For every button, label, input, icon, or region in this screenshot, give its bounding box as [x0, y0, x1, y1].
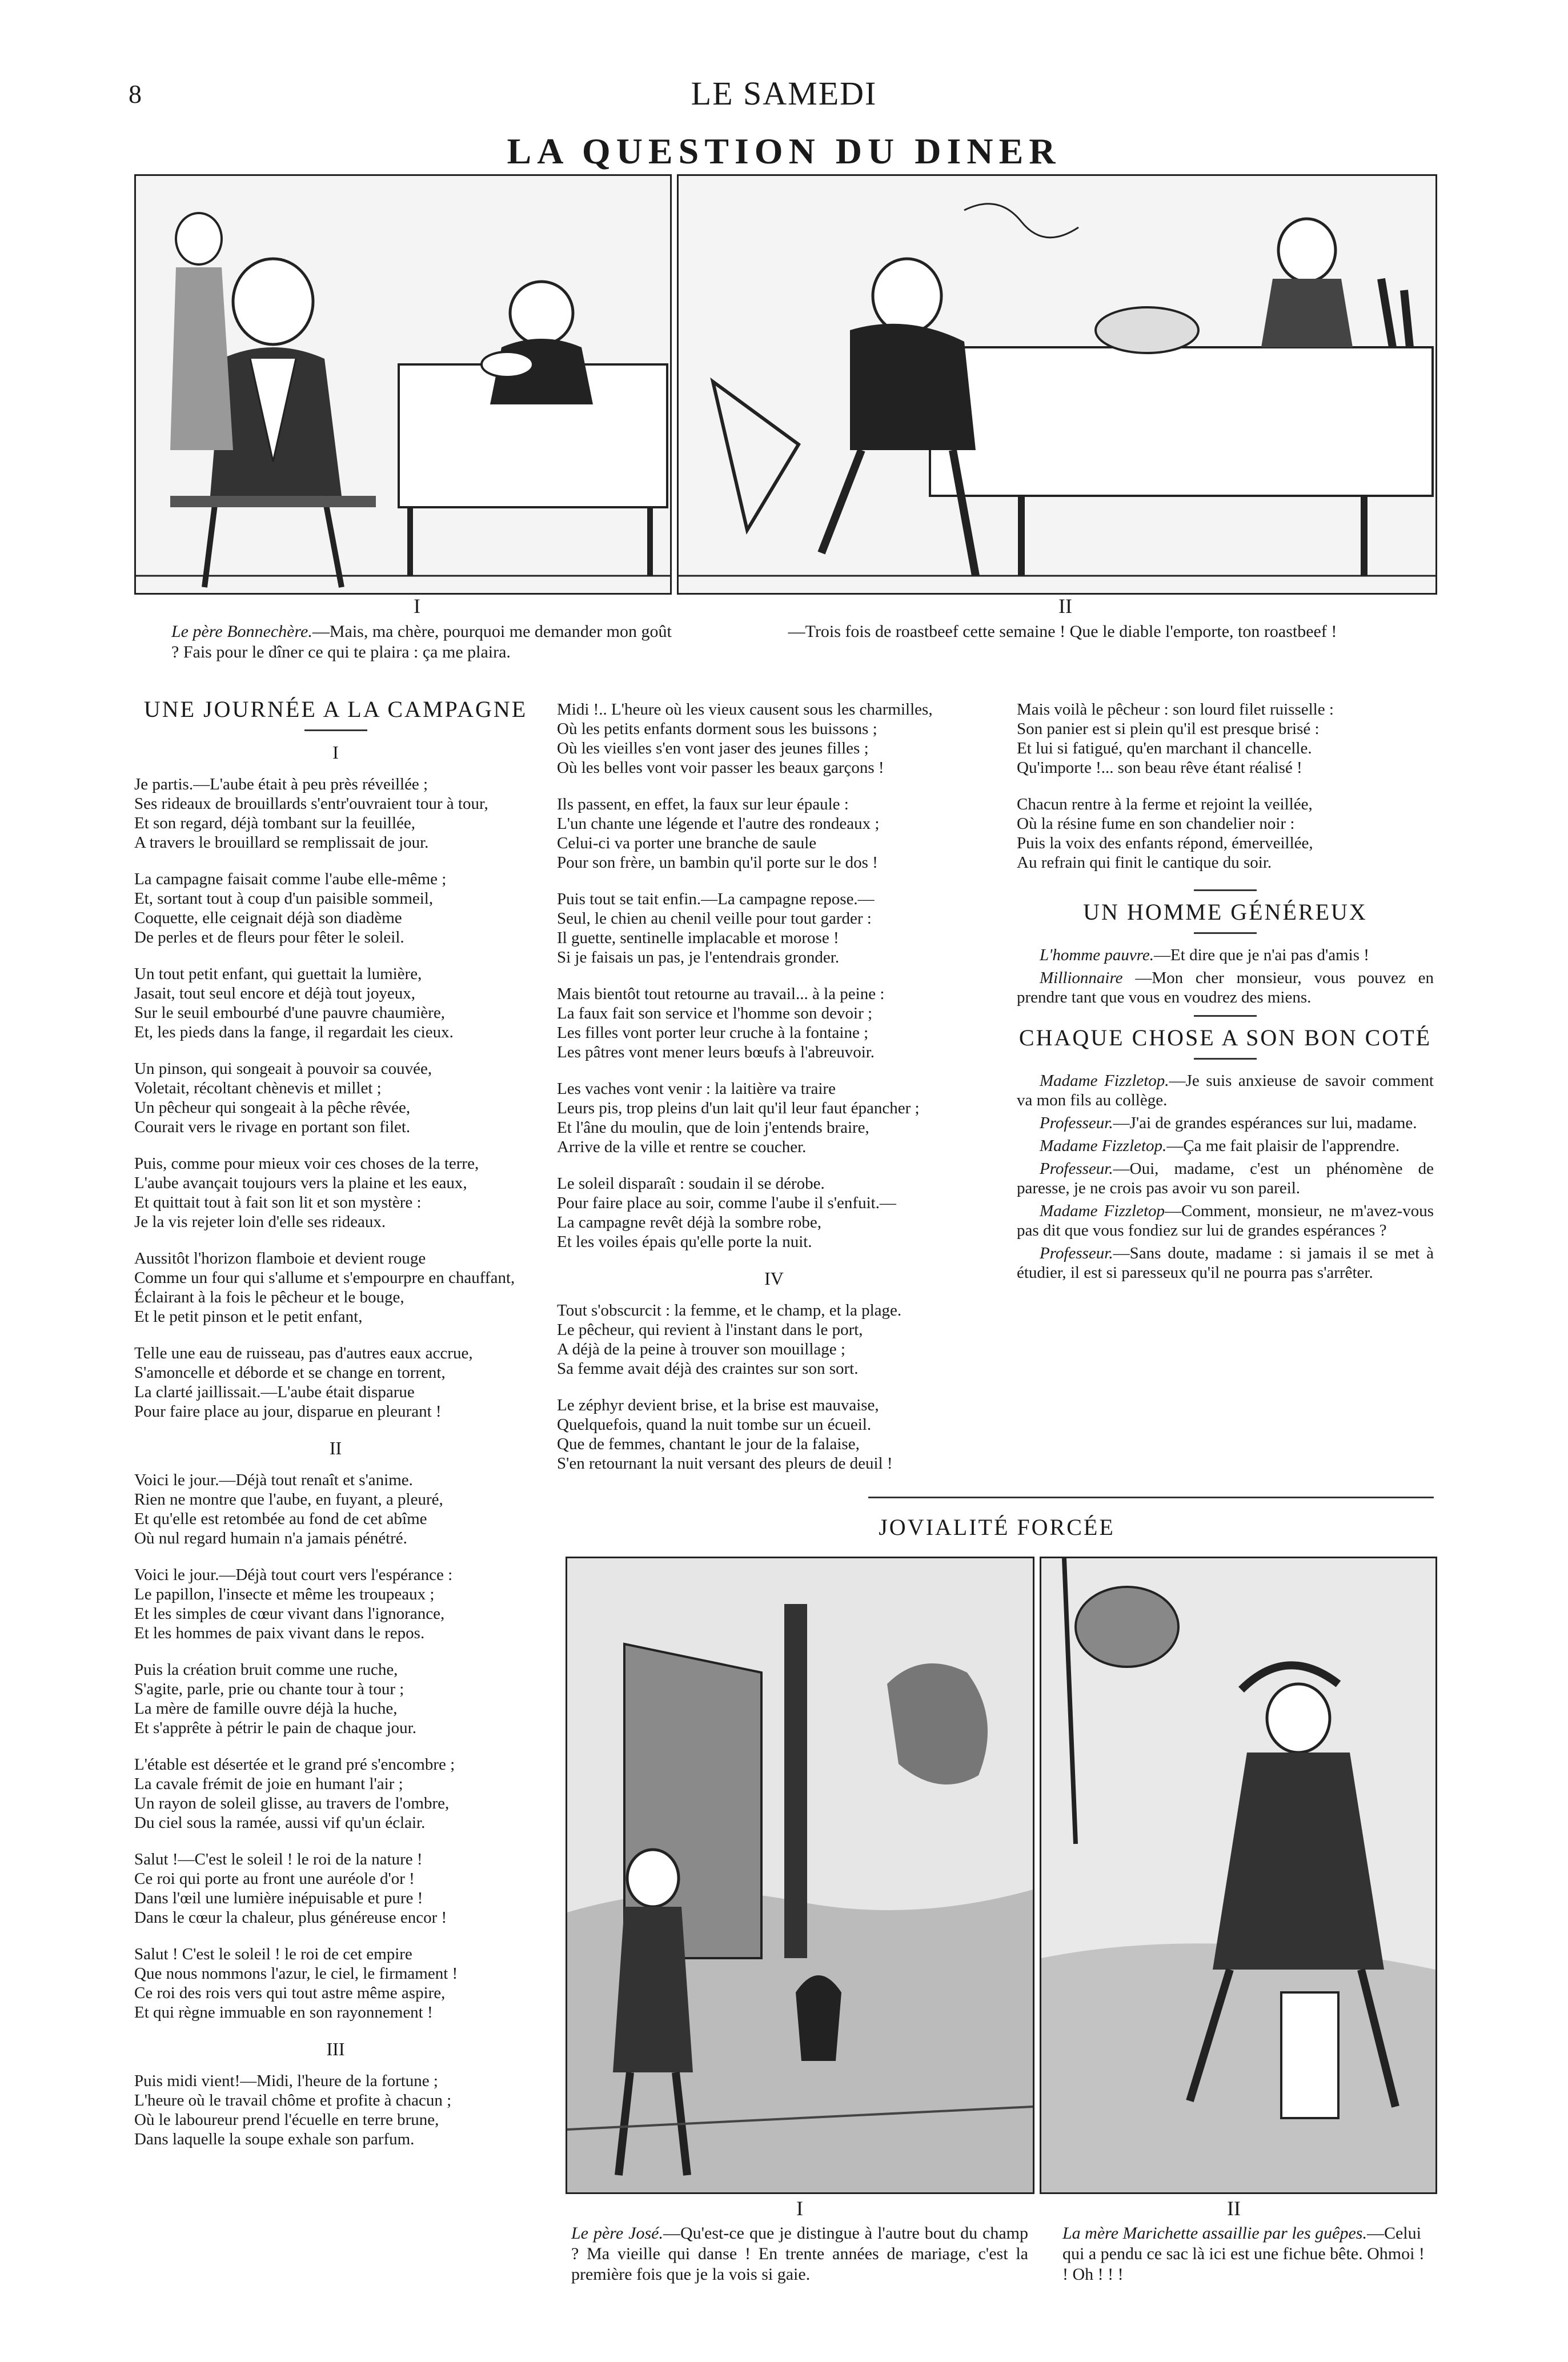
poem-line: L'étable est désertée et le grand pré s'encombre ;: [134, 1755, 455, 1774]
comic-title: LA QUESTION DU DINER: [507, 131, 1061, 171]
poem-column-2: [557, 700, 991, 1490]
dialogue-paragraph: [1017, 968, 1434, 1007]
poem-line: A travers le brouillard se remplissait de jour.: [134, 833, 429, 852]
poem-line: Où les belles vont voir passer les beaux garçons !: [557, 759, 884, 777]
poem-line: Salut ! C'est le soleil ! le roi de cet empire: [134, 1945, 412, 1963]
poem-line: La clarté jaillissait.—L'aube était disparue: [134, 1383, 415, 1401]
poem-stanza: [134, 1470, 537, 1548]
poem-line: Et les voiles épais qu'elle porte la nuit.: [557, 1233, 812, 1251]
poem-line: Où les vieilles s'en vont jaser des jeunes filles ;: [557, 739, 869, 757]
jovialite-panel-1-illustration: [566, 1557, 1034, 2194]
dialogue-speaker: Millionnaire: [1040, 969, 1123, 987]
poem-line: Il guette, sentinelle implacable et morose !: [557, 929, 839, 947]
jovialite-panel-1-caption: [571, 2223, 1028, 2285]
poem-stanza: [134, 1850, 537, 1927]
poem-line: Voici le jour.—Déjà tout court vers l'espérance :: [134, 1566, 453, 1584]
poem-line: L'aube avançait toujours vers la plaine et les eaux,: [134, 1174, 467, 1192]
poem-stanza: [557, 1079, 991, 1157]
poem-line: Le zéphyr devient brise, et la brise est mauvaise,: [557, 1396, 879, 1414]
poem-part-numeral: IV: [764, 1268, 784, 1289]
poem-stanza: [557, 700, 991, 777]
poem-line: Dans laquelle la soupe exhale son parfum.: [134, 2130, 415, 2148]
poem-stanza: [134, 964, 537, 1042]
poem-line: Et, les pieds dans la fange, il regardait les cieux.: [134, 1023, 454, 1041]
poem-line: La campagne faisait comme l'aube elle-même ;: [134, 870, 447, 888]
jovialite-title: JOVIALITÉ FORCÉE: [879, 1514, 1115, 1540]
jovialite-panel-2-illustration: [1040, 1557, 1437, 2194]
poem-line: Et, sortant tout à coup d'un paisible sommeil,: [134, 889, 434, 908]
poem-line: Dans le cœur la chaleur, plus généreuse encor !: [134, 1908, 447, 1927]
poem-stanzas-part-3-continued: [557, 700, 991, 1252]
poem-stanza: [134, 2071, 537, 2149]
poem-line: Midi !.. L'heure où les vieux causent sous les charmilles,: [557, 700, 933, 719]
poem-stanza: [557, 1174, 991, 1252]
poem-line: Je la vis rejeter loin d'elle ses rideaux.: [134, 1213, 386, 1231]
dialogue-paragraph: [1017, 1071, 1434, 1110]
poem-line: Les filles vont porter leur cruche à la fontaine ;: [557, 1024, 869, 1042]
poem-line: Où nul regard humain n'a jamais pénétré.: [134, 1529, 407, 1547]
poem-stanza: [134, 1344, 537, 1421]
dialogue-paragraph: [1017, 1201, 1434, 1240]
text-column-3: [1017, 700, 1434, 1286]
poem-line: Un rayon de soleil glisse, au travers de l'ombre,: [134, 1794, 450, 1812]
jovialite-panel-2-caption-text: —Celui qui a pendu ce sac là ici est une fichue bête. Ohmoi ! ! Oh ! ! !: [1062, 2224, 1425, 2284]
poem-line: Son panier est si plein qu'il est presque brisé :: [1017, 720, 1320, 738]
dialogue-speaker: Madame Fizzletop.: [1040, 1137, 1167, 1155]
poem-line: Et lui si fatigué, qu'en marchant il chancelle.: [1017, 739, 1312, 757]
poem-stanzas-part-4: [557, 1301, 991, 1473]
poem-line: Où les petits enfants dorment sous les buissons ;: [557, 720, 877, 738]
publication-name: LE SAMEDI: [691, 75, 877, 112]
poem-line: Leurs pis, trop pleins d'un lait qu'il leur faut épancher ;: [557, 1099, 920, 1117]
poem-part-numeral: II: [329, 1438, 342, 1458]
poem-line: Voletait, récoltant chènevis et millet ;: [134, 1079, 382, 1097]
poem-line: Chacun rentre à la ferme et rejoint la veillée,: [1017, 795, 1313, 813]
comic-panel-2-numeral: II: [1058, 595, 1072, 617]
poem-line: Puis la création bruit comme une ruche,: [134, 1661, 398, 1679]
title-divider: [304, 729, 367, 731]
comic-panel-1-numeral: I: [414, 595, 420, 617]
dialogue-speaker: Professeur.: [1040, 1160, 1113, 1178]
poem-stanzas-part-2: [134, 1470, 537, 2022]
poem-line: Et son regard, déjà tombant sur la feuillée,: [134, 814, 416, 832]
jovialite-panel-1-speaker: Le père José.: [571, 2224, 663, 2243]
jovialite-panel-1-numeral: I: [796, 2197, 803, 2220]
dialogue-text: —Oui, madame, c'est un phénomène de paresse, je ne crois pas avoir vu son pareil.: [1017, 1160, 1434, 1197]
dialogue-paragraph: [1017, 1136, 1434, 1156]
dialogue-text: —J'ai de grandes espérances sur lui, madame.: [1113, 1114, 1417, 1132]
poem-line: Puis midi vient!—Midi, l'heure de la fortune ;: [134, 2072, 438, 2090]
dialogue-text: —Et dire que je n'ai pas d'amis !: [1154, 946, 1369, 964]
dialogue-text: —Ça me fait plaisir de l'apprendre.: [1166, 1137, 1400, 1155]
section-divider: [1194, 1015, 1257, 1017]
poem-stanza: [134, 1154, 537, 1232]
poem-line: Les vaches vont venir : la laitière va traire: [557, 1080, 836, 1098]
poem-stanza: [134, 1755, 537, 1832]
poem-line: Au refrain qui finit le cantique du soir.: [1017, 853, 1272, 872]
dialogue-speaker: Madame Fizzletop: [1040, 1202, 1165, 1220]
dialogue-paragraph: [1017, 945, 1434, 965]
poem-part-numeral: I: [332, 742, 339, 763]
poem-stanza: [134, 1565, 537, 1643]
poem-line: Mais bientôt tout retourne au travail... à la peine :: [557, 985, 885, 1003]
poem-line: Un tout petit enfant, qui guettait la lumière,: [134, 965, 422, 983]
poem-line: Et qui règne immuable en son rayonnement !: [134, 2003, 433, 2022]
poem-line: S'en retournant la nuit versant des pleurs de deuil !: [557, 1454, 893, 1473]
poem-line: La faux fait son service et l'homme son devoir ;: [557, 1004, 873, 1022]
poem-stanza: [134, 775, 537, 852]
poem-line: Et les hommes de paix vivant dans le repos.: [134, 1624, 425, 1642]
poem-line: Sur le seuil embourbé d'une pauvre chaumière,: [134, 1004, 445, 1022]
poem-line: Pour faire place au jour, disparue en pleurant !: [134, 1402, 442, 1421]
poem-stanzas-part-4-continued: [1017, 700, 1434, 872]
poem-line: L'un chante une légende et l'autre des rondeaux ;: [557, 815, 880, 833]
poem-line: A déjà de la peine à trouver son mouillage ;: [557, 1340, 845, 1358]
dialogue-paragraph: [1017, 1159, 1434, 1198]
comic-panel-2-illustration: [677, 174, 1437, 595]
poem-line: Comme un four qui s'allume et s'empourpre en chauffant,: [134, 1269, 515, 1287]
poem-line: Et le petit pinson et le petit enfant,: [134, 1308, 363, 1326]
poem-line: Ce roi qui porte au front une auréole d'or !: [134, 1870, 415, 1888]
poem-line: Jasait, tout seul encore et déjà tout joyeux,: [134, 984, 416, 1002]
comic-panel-1-caption: [171, 621, 674, 663]
comic-panel-1-illustration: [134, 174, 672, 595]
poem-line: Courait vers le rivage en portant son filet.: [134, 1118, 411, 1136]
poem-line: Et s'apprête à pétrir le pain de chaque jour.: [134, 1719, 416, 1737]
comic-panel-2-caption: —Trois fois de roastbeef cette semaine ! Que le diable l'emporte, ton roastbeef !: [788, 622, 1337, 641]
poem-line: La campagne revêt déjà la sombre robe,: [557, 1213, 821, 1232]
poem-line: Rien ne montre que l'aube, en fuyant, a pleuré,: [134, 1490, 443, 1509]
dialogue-paragraph: [1017, 1244, 1434, 1282]
poem-line: Aussitôt l'horizon flamboie et devient rouge: [134, 1249, 426, 1268]
poem-line: Un pinson, qui songeait à pouvoir sa couvée,: [134, 1060, 432, 1078]
poem-stanza: [134, 1660, 537, 1738]
poem-line: Celui-ci va porter une branche de saule: [557, 834, 817, 852]
poem-line: Un pêcheur qui songeait à la pêche rêvée,: [134, 1098, 411, 1117]
poem-line: Et l'âne du moulin, que de loin j'entends braire,: [557, 1118, 869, 1137]
poem-line: De perles et de fleurs pour fêter le soleil.: [134, 928, 404, 947]
dialogue-speaker: Professeur.: [1040, 1244, 1113, 1262]
poem-stanza: [1017, 795, 1434, 872]
jovialite-panel-2-caption: [1062, 2223, 1428, 2285]
poem-line: Sa femme avait déjà des craintes sur son sort.: [557, 1360, 859, 1378]
poem-stanza: [134, 1944, 537, 2022]
poem-line: La cavale frémit de joie en humant l'air ;: [134, 1775, 403, 1793]
poem-line: Le papillon, l'insecte et même les troupeaux ;: [134, 1585, 435, 1603]
poem-line: Si je faisais un pas, je l'entendrais gronder.: [557, 948, 840, 967]
poem-line: Je partis.—L'aube était à peu près réveillée ;: [134, 775, 428, 793]
dialogue-speaker: L'homme pauvre.: [1040, 946, 1154, 964]
poem-line: Pour faire place au soir, comme l'aube il s'enfuit.—: [557, 1194, 896, 1212]
poem-line: Ils passent, en effet, la faux sur leur épaule :: [557, 795, 849, 813]
dialogue-text: —Mon cher monsieur, vous pouvez en prendre tant que vous en voudrez des miens.: [1017, 969, 1434, 1006]
poem-part-numeral: III: [326, 2039, 345, 2059]
jovialite-panel-2-speaker: La mère Marichette assaillie par les guêpes.: [1062, 2224, 1367, 2243]
poem-line: Puis, comme pour mieux voir ces choses de la terre,: [134, 1154, 479, 1173]
poem-line: Ce roi des rois vers qui tout astre même aspire,: [134, 1984, 446, 2002]
poem-line: S'agite, parle, prie ou chante tour à tour ;: [134, 1680, 404, 1698]
comic-panel-1-speaker: Le père Bonnechère.: [171, 622, 312, 641]
chaque-chose-title: CHAQUE CHOSE A SON BON COTÉ: [1018, 1025, 1432, 1050]
section-divider: [1194, 932, 1257, 934]
poem-line: L'heure où le travail chôme et profite à chacun ;: [134, 2091, 452, 2110]
poem-line: Puis tout se tait enfin.—La campagne repose.—: [557, 890, 875, 908]
dialogue-speaker: Professeur.: [1040, 1114, 1113, 1132]
poem-line: Du ciel sous la ramée, aussi vif qu'un éclair.: [134, 1814, 426, 1832]
poem-line: S'amoncelle et déborde et se change en torrent,: [134, 1364, 446, 1382]
dialogue-text: —Comment, monsieur, ne m'avez-vous pas dit que vous fondiez sur lui de grandes espérances ?: [1017, 1202, 1434, 1240]
poem-stanza: [1017, 700, 1434, 777]
section-divider: [1194, 1058, 1257, 1060]
poem-line: Que de femmes, chantant le jour de la falaise,: [557, 1435, 860, 1453]
poem-line: Seul, le chien au chenil veille pour tout garder :: [557, 909, 872, 928]
poem-stanza: [557, 795, 991, 872]
poem-line: Le soleil disparaît : soudain il se dérobe.: [557, 1174, 825, 1193]
poem-line: Salut !—C'est le soleil ! le roi de la nature !: [134, 1850, 423, 1868]
homme-genereux-text: [1017, 945, 1434, 1007]
poem-line: Arrive de la ville et rentre se coucher.: [557, 1138, 807, 1156]
poem-line: Coquette, elle ceignait déjà son diadème: [134, 909, 402, 927]
jovialite-panel-1-caption-text: —Qu'est-ce que je distingue à l'autre bout du champ ? Ma vieille qui danse ! En trente années de mariage, c'est la première fois que je la vois si gaie.: [571, 2224, 1029, 2284]
poem-line: Voici le jour.—Déjà tout renaît et s'anime.: [134, 1471, 413, 1489]
poem-stanza: [557, 984, 991, 1062]
section-rule: [868, 1497, 1434, 1498]
poem-line: Qu'importe !... son beau rêve étant réalisé !: [1017, 759, 1302, 777]
poem-line: Mais voilà le pêcheur : son lourd filet ruisselle :: [1017, 700, 1334, 719]
dialogue-paragraph: [1017, 1113, 1434, 1133]
poem-line: Tout s'obscurcit : la femme, et le champ, et la plage.: [557, 1301, 902, 1320]
page-number: 8: [129, 79, 142, 109]
poem-line: Telle une eau de ruisseau, pas d'autres eaux accrue,: [134, 1344, 473, 1362]
poem-title: UNE JOURNÉE A LA CAMPAGNE: [143, 696, 528, 722]
poem-stanza: [557, 889, 991, 967]
poem-line: Que nous nommons l'azur, le ciel, le firmament !: [134, 1964, 458, 1983]
poem-line: Où le laboureur prend l'écuelle en terre brune,: [134, 2111, 439, 2129]
poem-line: Ses rideaux de brouillards s'entr'ouvraient tour à tour,: [134, 795, 488, 813]
homme-genereux-title: UN HOMME GÉNÉREUX: [1083, 899, 1368, 925]
section-divider: [1194, 889, 1257, 891]
poem-stanza: [557, 1301, 991, 1378]
poem-line: Éclairant à la fois le pêcheur et le bouge,: [134, 1288, 404, 1306]
poem-line: Dans l'œil une lumière inépuisable et pure !: [134, 1889, 423, 1907]
chaque-chose-text: [1017, 1071, 1434, 1282]
poem-stanza: [134, 869, 537, 947]
poem-line: Puis la voix des enfants répond, émerveillée,: [1017, 834, 1313, 852]
poem-line: La mère de famille ouvre déjà la huche,: [134, 1699, 398, 1718]
poem-line: Les pâtres vont mener leurs bœufs à l'abreuvoir.: [557, 1043, 875, 1061]
poem-stanza: [134, 1249, 537, 1326]
poem-line: Pour son frère, un bambin qu'il porte sur le dos !: [557, 853, 878, 872]
poem-column-1: [134, 696, 537, 2166]
poem-stanzas-part-3: [134, 2071, 537, 2149]
comic-panel-1-caption-text: —Mais, ma chère, pourquoi me demander mon goût ? Fais pour le dîner ce qui te plaira : ça me plaira.: [171, 622, 672, 661]
poem-line: Quelquefois, quand la nuit tombe sur un écueil.: [557, 1415, 872, 1434]
jovialite-panel-2-numeral: II: [1227, 2197, 1241, 2220]
dialogue-speaker: Madame Fizzletop.: [1040, 1072, 1169, 1090]
dialogue-text: —Sans doute, madame : si jamais il se met à étudier, il est si paresseux qu'il ne pourra pas s'arrêter.: [1017, 1244, 1434, 1282]
poem-stanza: [557, 1395, 991, 1473]
poem-line: Et quittait tout à fait son lit et son mystère :: [134, 1193, 422, 1212]
dialogue-text: —Je suis anxieuse de savoir comment va mon fils au collège.: [1017, 1072, 1434, 1109]
poem-stanza: [134, 1059, 537, 1137]
poem-line: Et les simples de cœur vivant dans l'ignorance,: [134, 1605, 445, 1623]
poem-stanzas-part-1: [134, 775, 537, 1421]
poem-line: Le pêcheur, qui revient à l'instant dans le port,: [557, 1321, 863, 1339]
poem-line: Et qu'elle est retombée au fond de cet abîme: [134, 1510, 427, 1528]
poem-line: Où la résine fume en son chandelier noir :: [1017, 815, 1295, 833]
